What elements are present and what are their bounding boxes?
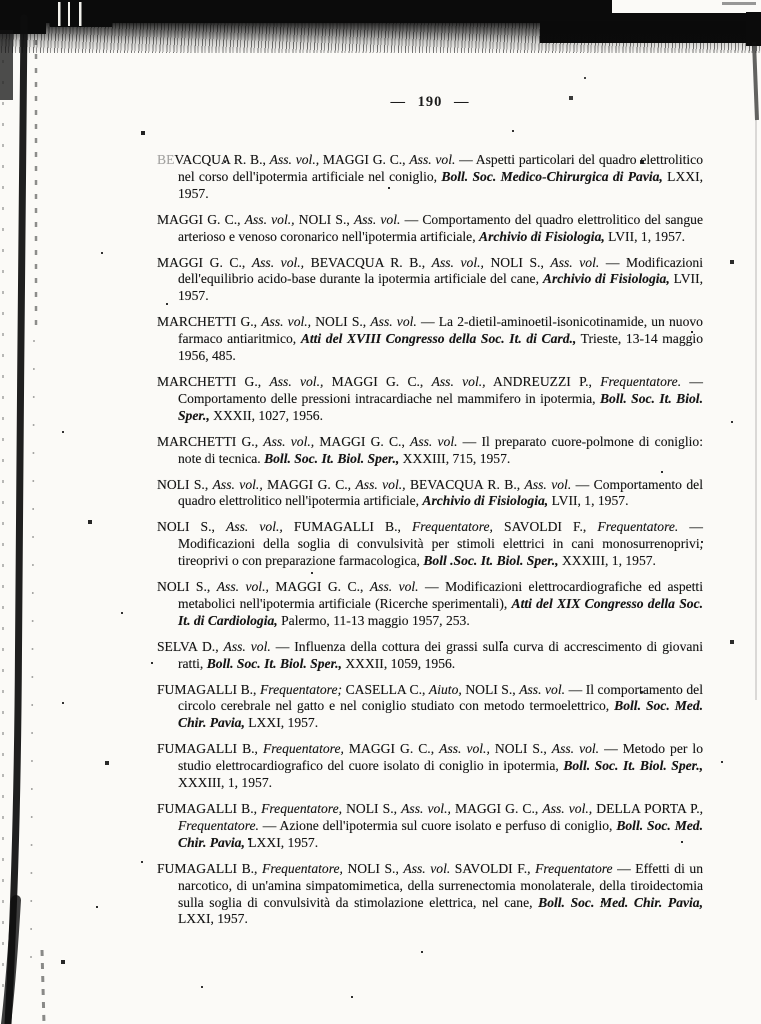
- entry-text-segment: Atti del XIX Congresso della Soc. It. di Cardiologia,: [178, 595, 703, 628]
- entry-text-segment: NOLI S.,: [157, 579, 217, 595]
- entry-text-segment: CASELLA C.,: [342, 681, 429, 697]
- entry-text-segment: Archivio di Fisiologia,: [479, 228, 605, 244]
- entry-text-segment: Ass. vol.,: [355, 476, 406, 492]
- entry-text-segment: — La 2-dietil-aminoetil-isonicotinamide, un nuovo farmaco antiaritmico,: [178, 314, 703, 347]
- entry-text-segment: MAGGI G. C.,: [268, 579, 370, 595]
- entry-text-segment: XXXIII, 715, 1957.: [399, 450, 511, 466]
- entry-text-segment: Boll. Soc. Medico-Chirurgica di Pavia,: [441, 168, 663, 184]
- entry-text-segment: — Azione dell'ipotermia sul cuore isolato e perfuso di coniglio,: [258, 817, 617, 833]
- entry-text-segment: MAGGI G. C.,: [314, 433, 411, 449]
- entry-text-segment: — Comportamento del quadro elettrolitico del sangue arterioso e venoso coronarico nell'ipotermia artificiale,: [178, 211, 703, 244]
- entry-text-segment: Ass. vol.,: [431, 254, 484, 270]
- bibliography-entry: [157, 434, 703, 468]
- entry-text-segment: Ass. vol.,: [263, 433, 315, 449]
- entry-text-segment: Ass. vol.: [353, 211, 401, 227]
- entry-text-segment: Ass. vol.,: [261, 314, 312, 330]
- entry-text-segment: NOLI S.,: [342, 801, 402, 816]
- entry-text-segment: LXXI, 1957.: [244, 715, 319, 731]
- entry-text-segment: SAVOLDI F.,: [450, 860, 536, 876]
- entry-text-segment: — Comportamento delle pressioni intracardiache nel mammifero in ipotermia,: [178, 373, 703, 406]
- bibliography-entry: [157, 579, 703, 630]
- entry-text-segment: LXXI, 1957.: [178, 168, 703, 201]
- entry-text-segment: Trieste, 13-14 maggio 1956, 485.: [178, 331, 703, 364]
- bibliography-list: [157, 152, 703, 928]
- entry-text-segment: Ass. vol.: [410, 433, 458, 449]
- entry-text-segment: Ass. vol.,: [251, 254, 305, 270]
- entry-text-segment: Ass. vol.: [403, 860, 451, 876]
- bibliography-entry: [157, 741, 703, 792]
- entry-text-segment: NOLI S.,: [461, 681, 520, 697]
- bibliography-entry: [157, 374, 703, 425]
- entry-text-segment: — Influenza della cottura dei grassi sulla curva di accrescimento di giovani ratti,: [178, 638, 703, 671]
- entry-text-segment: — Il preparato cuore-polmone di coniglio: note di tecnica.: [178, 433, 703, 466]
- entry-text-segment: MAGGI G. C.,: [323, 373, 432, 389]
- entry-text-segment: Archivio di Fisiologia,: [422, 493, 549, 509]
- entry-text-segment: Archivio di Fisiologia,: [542, 271, 670, 287]
- entry-text-segment: Ass. vol.,: [269, 373, 324, 389]
- entry-text-segment: Ass. vol.,: [439, 741, 490, 757]
- entry-text-segment: Boll. Soc. It. Biol. Sper.,: [264, 450, 400, 466]
- entry-text-segment: Boll. Soc. Med. Chir. Pavia,: [538, 894, 703, 910]
- entry-text-segment: VACQUA R. B.,: [174, 152, 270, 167]
- entry-text-segment: MARCHETTI G.,: [157, 314, 262, 330]
- entry-text-segment: Ass. vol.: [369, 579, 419, 595]
- bibliography-entry: [157, 314, 703, 365]
- entry-text-segment: FUMAGALLI B.,: [157, 741, 263, 757]
- entry-text-segment: Frequentatore.: [600, 373, 682, 389]
- entry-text-segment: LVII, 1957.: [178, 271, 703, 304]
- entry-text-segment: NOLI S.,: [483, 254, 551, 270]
- entry-text-segment: XXXII, 1027, 1956.: [209, 407, 324, 423]
- scan-artifact-speckles: [0, 0, 2, 2]
- bibliography-entry: [157, 861, 703, 929]
- entry-text-segment: SELVA D.,: [157, 638, 224, 654]
- entry-text-segment: Frequentatore,: [412, 519, 493, 535]
- entry-text-segment: MAGGI G. C.,: [450, 801, 543, 816]
- entry-text-segment: NOLI S.,: [294, 211, 354, 227]
- entry-text-segment: MAGGI G. C.,: [157, 211, 245, 227]
- entry-text-segment: Frequentatore,: [262, 741, 344, 757]
- entry-text-segment: Boll. Soc. It. Biol. Sper.,: [563, 758, 703, 774]
- entry-text-segment: — Il comportamento del circolo cerebrale nel gatto e nel coniglio studiato con metodo termoelettrico,: [178, 681, 703, 714]
- entry-text-segment: FUMAGALLI B.,: [157, 860, 263, 876]
- entry-text-segment: Boll .Soc. It. Biol. Sper.,: [423, 553, 559, 569]
- entry-text-segment: Ass. vol.,: [542, 801, 593, 816]
- entry-text-segment: Ass. vol.,: [431, 373, 486, 389]
- entry-text-segment: Aiuto,: [428, 681, 462, 697]
- bibliography-entry: [157, 255, 703, 306]
- entry-text-segment: Ass. vol.,: [244, 211, 295, 227]
- entry-text-segment: Boll. Soc. It. Biol. Sper.,: [178, 390, 703, 423]
- entry-text-segment: FUMAGALLI B.,: [282, 519, 412, 535]
- entry-text-segment: BEVACQUA R. B.,: [304, 254, 432, 270]
- entry-text-segment: Boll. Soc. Med. Chir. Pavia,: [178, 698, 704, 731]
- entry-text-segment: Ass. vol.,: [212, 476, 263, 492]
- entry-text-segment: Atti del XVIII Congresso della Soc. It. di Card.,: [300, 331, 577, 347]
- entry-text-segment: MAGGI G. C.,: [343, 741, 440, 757]
- entry-text-segment: Ass. vol.: [409, 152, 456, 167]
- entry-text-segment: BEVACQUA R. B.,: [405, 476, 525, 492]
- entry-text-segment: — Modificazioni dell'equilibrio acido-base durante la ipotermia artificiale del cane,: [178, 254, 703, 287]
- entry-text-segment: Frequentatore,: [262, 860, 343, 876]
- entry-text-segment: Boll. Soc. Med. Chir. Pavia,: [178, 817, 704, 850]
- entry-text-segment: Ass. vol.,: [269, 152, 320, 167]
- entry-text-segment: — Effetti di un narcotico, di un'amina simpatomimetica, della surrenectomia monolaterale, della tiroidectomia sulla soglia di convulsività da stimolazione elettrica, nel cane,: [178, 860, 703, 910]
- entry-text-segment: XXXII, 1059, 1956.: [341, 655, 456, 671]
- entry-text-segment: FUMAGALLI B.,: [157, 801, 262, 816]
- entry-text-segment: DELLA PORTA P.,: [592, 801, 703, 816]
- entry-text-segment: Ass. vol.: [519, 681, 566, 697]
- entry-text-segment: — Aspetti particolari del quadro elettrolitico nel corso dell'ipotermia artificiale nel coniglio,: [178, 152, 703, 184]
- bibliography-entry: [157, 152, 703, 203]
- entry-text-segment: LXXI, 1957.: [244, 834, 319, 850]
- entry-text-segment: MAGGI G. C.,: [262, 476, 356, 492]
- bibliography-entry: [157, 519, 703, 570]
- bibliography-entry: [157, 801, 703, 852]
- entry-text-segment: MAGGI G. C.,: [319, 152, 410, 167]
- bibliography-entry: [157, 477, 703, 511]
- entry-text-segment: BE: [157, 152, 175, 167]
- entry-text-segment: Ass. vol.: [370, 314, 417, 330]
- entry-text-segment: LVII, 1, 1957.: [548, 493, 629, 509]
- bibliography-entry: [157, 682, 703, 733]
- page-number: — 190 —: [390, 94, 470, 110]
- entry-text-segment: Frequentatore;: [259, 681, 343, 697]
- entry-text-segment: NOLI S.,: [342, 860, 404, 876]
- entry-text-segment: Ass. vol.,: [226, 519, 283, 535]
- page-content: [157, 0, 703, 937]
- entry-text-segment: MARCHETTI G.,: [157, 433, 264, 449]
- entry-text-segment: LVII, 1, 1957.: [604, 228, 686, 244]
- entry-text-segment: Ass. vol.: [551, 741, 600, 757]
- entry-text-segment: LXXI, 1957.: [178, 911, 248, 927]
- entry-text-segment: ANDREUZZI P.,: [485, 373, 601, 389]
- entry-text-segment: FUMAGALLI B.,: [157, 681, 260, 697]
- entry-text-segment: Frequentatore.: [178, 817, 259, 833]
- bibliography-entry: [157, 639, 703, 673]
- entry-text-segment: XXXIII, 1, 1957.: [178, 775, 273, 791]
- entry-text-segment: Ass. vol.: [550, 254, 600, 270]
- entry-text-segment: Ass. vol.,: [401, 801, 451, 816]
- entry-text-segment: Ass. vol.,: [216, 579, 269, 595]
- entry-text-segment: MAGGI G. C.,: [157, 254, 252, 270]
- entry-text-segment: Frequentatore.: [597, 519, 679, 535]
- entry-text-segment: Frequentatore,: [261, 801, 343, 816]
- entry-text-segment: — Modificazioni della soglia di convulsività per stimoli elettrici in cani monosurrenoprivi, tireoprivi o con preparazione farmacologica,: [178, 519, 703, 569]
- entry-text-segment: — Comportamento del quadro elettrolitico nell'ipotermia artificiale,: [178, 476, 703, 509]
- entry-text-segment: NOLI S.,: [157, 519, 227, 535]
- bibliography-entry: [157, 212, 703, 246]
- entry-text-segment: Ass. vol.: [524, 476, 572, 492]
- entry-text-segment: Frequentatore: [535, 860, 613, 876]
- entry-text-segment: XXXIII, 1, 1957.: [558, 553, 656, 569]
- entry-text-segment: Boll. Soc. It. Biol. Sper.,: [206, 655, 342, 671]
- entry-text-segment: NOLI S.,: [489, 741, 552, 757]
- entry-text-segment: — Metodo per lo studio elettrocardiografico del cuore isolato di coniglio in ipotermia,: [178, 741, 703, 774]
- entry-text-segment: Ass. vol.: [223, 638, 271, 654]
- entry-text-segment: — Modificazioni elettrocardiografiche ed aspetti metabolici nell'ipotermia artificiale (Ricerche sperimentali),: [178, 579, 703, 611]
- entry-text-segment: NOLI S.,: [311, 314, 371, 330]
- entry-text-segment: MARCHETTI G.,: [157, 373, 270, 389]
- entry-text-segment: Palermo, 11-13 maggio 1957, 253.: [277, 612, 470, 628]
- entry-text-segment: SAVOLDI F.,: [492, 519, 598, 535]
- entry-text-segment: NOLI S.,: [157, 476, 213, 492]
